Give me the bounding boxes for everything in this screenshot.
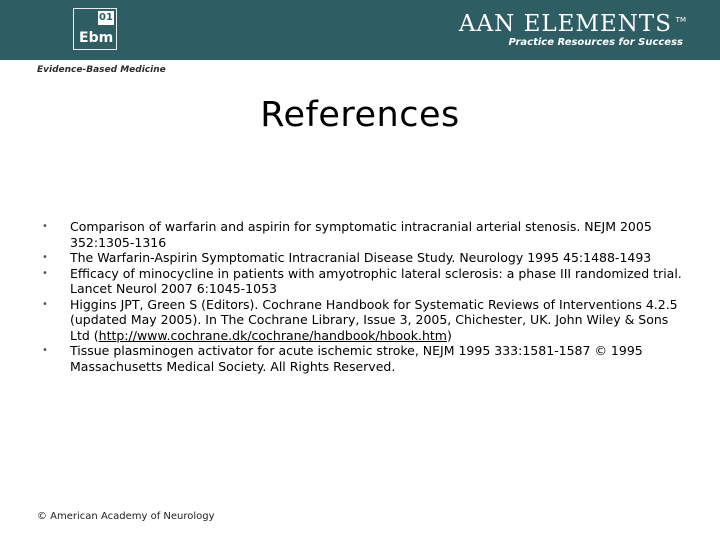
reference-text: Higgins JPT, Green S (Editors). Cochrane Handbook for Systematic Reviews of Interventions 4.2.5 (updated May 2005). In The Cochrane Library, Issue 3, 2005, Chichester, UK. John Wiley & Sons Ltd (: [70, 296, 678, 343]
bullet-icon: •: [42, 221, 48, 232]
bullet-icon: •: [42, 252, 48, 263]
reference-list: [42, 219, 692, 374]
reference-item: [42, 266, 692, 297]
reference-text: Efficacy of minocycline in patients with amyotrophic lateral sclerosis: a phase III randomized trial. Lancet Neurol 2007 6:1045-1053: [70, 265, 682, 296]
footer-copyright: © American Academy of Neurology: [37, 511, 215, 522]
brand-tagline: Practice Resources for Success: [508, 37, 683, 48]
reference-text: Comparison of warfarin and aspirin for symptomatic intracranial arterial stenosis. NEJM 2005 352:1305-1316: [70, 219, 652, 250]
brand-title: AAN ELEMENTS: [458, 11, 672, 37]
reference-item: [42, 343, 692, 374]
reference-item: [42, 297, 692, 344]
bullet-icon: •: [42, 345, 48, 356]
bullet-icon: •: [42, 267, 48, 279]
reference-text: The Warfarin-Aspirin Symptomatic Intracranial Disease Study. Neurology 1995 45:1488-1493: [70, 250, 652, 265]
header-banner: [0, 0, 720, 60]
brand-trademark: TM: [675, 16, 686, 24]
slide-title: References: [260, 95, 460, 135]
bullet-icon: •: [42, 298, 48, 310]
reference-item: [42, 250, 692, 266]
ebm-logo: [73, 8, 117, 50]
ebm-logo-text: Ebm: [79, 30, 114, 46]
reference-item: [42, 219, 692, 250]
reference-text-suffix: ): [446, 327, 452, 343]
ebm-caption: Evidence-Based Medicine: [37, 65, 166, 75]
reference-text: Tissue plasminogen activator for acute ischemic stroke, NEJM 1995 333:1581-1587 © 1995 Massachusetts Medical Society. All Rights Reserved.: [70, 343, 643, 374]
ebm-logo-tag: 01: [99, 12, 113, 23]
cochrane-handbook-link[interactable]: http://www.cochrane.dk/cochrane/handbook/hbook.htm: [98, 327, 447, 343]
